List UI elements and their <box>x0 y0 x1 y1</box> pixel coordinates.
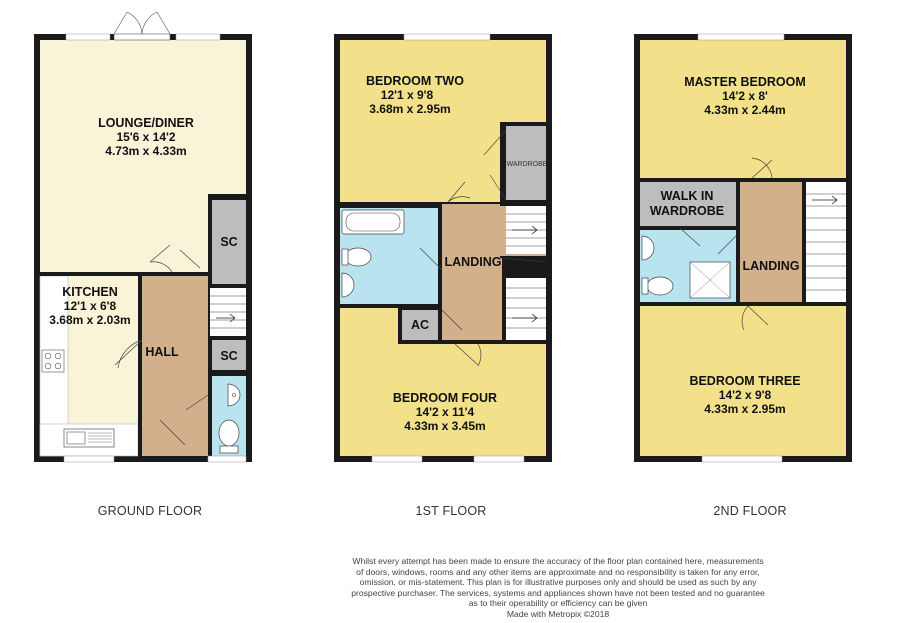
toilet-icon <box>342 248 371 266</box>
master-bedroom-metric: 4.33m x 2.44m <box>704 103 786 117</box>
master-bedroom-name: MASTER BEDROOM <box>684 75 806 89</box>
disclaimer-line: as to their operability or efficiency can be given <box>468 598 648 609</box>
bedroom-four-imperial: 14'2 x 11'4 <box>415 405 475 419</box>
ground-floor-label: GROUND FLOOR <box>97 504 203 518</box>
walk-in-wardrobe-name-2: WARDROBE <box>649 204 725 218</box>
kitchen-metric: 3.68m x 2.03m <box>49 313 131 327</box>
bedroom-two-metric: 3.68m x 2.95m <box>369 102 451 116</box>
bedroom-three-metric: 4.33m x 2.95m <box>704 402 786 416</box>
toilet-icon <box>219 420 239 453</box>
second-landing <box>740 182 802 302</box>
shower-icon <box>690 262 730 298</box>
walk-in-wardrobe-name-1: WALK IN <box>660 189 714 203</box>
kitchen-imperial: 12'1 x 6'8 <box>63 299 117 313</box>
bedroom-two-name: BEDROOM TWO <box>366 74 464 88</box>
disclaimer-text <box>318 556 798 620</box>
sink-icon <box>64 429 114 447</box>
metropix-credit: Made with Metropix ©2018 <box>506 608 610 619</box>
sc-upper-name: SC <box>220 235 238 249</box>
lounge-name: LOUNGE/DINER <box>98 116 194 130</box>
bath-icon <box>342 210 404 234</box>
hob-icon <box>42 350 64 372</box>
first-landing-name: LANDING <box>444 255 502 269</box>
bedroom-three-name: BEDROOM THREE <box>689 374 801 388</box>
kitchen-name: KITCHEN <box>62 285 118 299</box>
ac-name: AC <box>410 318 430 332</box>
sc-lower-name: SC <box>220 349 238 363</box>
second-floor-label: 2ND FLOOR <box>713 504 787 518</box>
bedroom-four-name: BEDROOM FOUR <box>392 391 498 405</box>
lounge-metric: 4.73m x 4.33m <box>105 144 187 158</box>
bedroom-three-imperial: 14'2 x 9'8 <box>718 388 772 402</box>
toilet-icon <box>642 277 673 295</box>
bedroom-four-metric: 4.33m x 3.45m <box>404 419 486 433</box>
ground-floor-plan <box>34 12 252 462</box>
first-floor-label: 1ST FLOOR <box>415 504 487 518</box>
disclaimer-line: omission, or mis-statement. This plan is for illustrative purposes only and should be used as such by any <box>359 577 757 588</box>
hall-name: HALL <box>145 345 179 359</box>
first-stairs-lower <box>506 278 546 340</box>
bedroom-two-imperial: 12'1 x 9'8 <box>380 88 434 102</box>
lounge-imperial: 15'6 x 14'2 <box>116 130 176 144</box>
lounge-lower-area <box>40 194 208 276</box>
disclaimer-line: prospective purchaser. The services, systems and appliances shown have not been tested and no guarantee <box>351 587 765 598</box>
wardrobe-name: WARDROBE <box>506 161 548 168</box>
french-doors-icon <box>114 12 170 40</box>
second-landing-name: LANDING <box>742 259 800 273</box>
disclaimer-line: of doors, windows, rooms and any other items are approximate and no responsibility is taken for any error, <box>356 566 760 577</box>
master-bedroom-imperial: 14'2 x 8' <box>722 89 768 103</box>
hall-room <box>142 276 208 456</box>
disclaimer-line: Whilst every attempt has been made to ensure the accuracy of the floor plan contained here, measurements <box>352 556 764 566</box>
